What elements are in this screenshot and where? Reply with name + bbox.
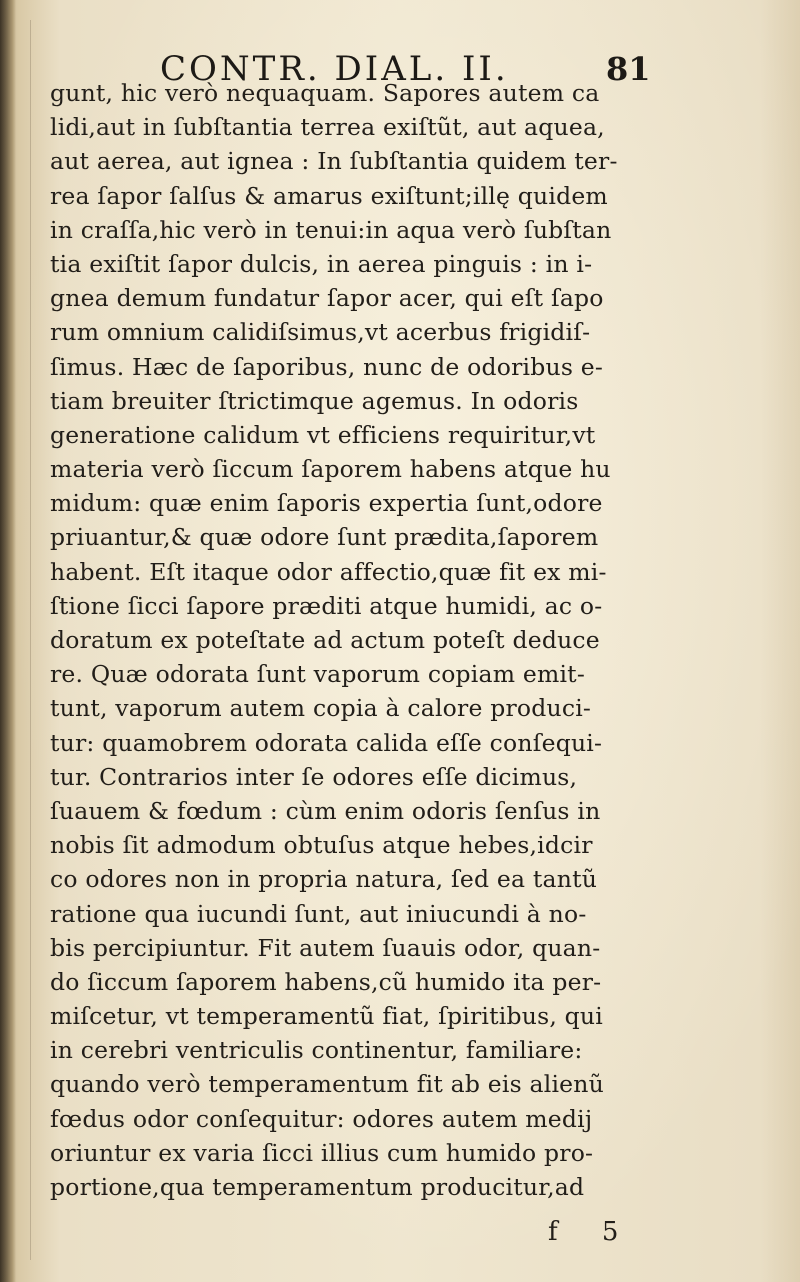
text-line: ſuauem & fœdum : cùm enim odoris ſenſus in [50,796,601,825]
text-line: portione,qua temperamentum producitur,ad [50,1173,585,1201]
text-line: re. Quæ odorata ſunt vaporum copiam emit- [50,660,585,689]
text-line: in craſſa,hic verò in tenui:in aqua verò ſubſtan [50,215,612,244]
text-line: materia verò ſiccum ſaporem habens atque hu [50,455,611,484]
text-line: rum omnium calidiſsimus,vt acerbus frigidiſ- [50,318,591,347]
text-line: bis percipiuntur. Fit autem ſuauis odor, quan- [50,933,601,962]
text-line: gunt, hic verò nequaquam. Sapores autem ca [50,79,600,107]
text-line: miſcetur, vt temperamentũ fiat, ſpiritibus, qui [50,1002,603,1031]
text-line: do ſiccum ſaporem habens,cũ humido ita per- [50,967,602,996]
text-line: midum: quæ enim ſaporis expertia ſunt,odore [50,489,603,518]
text-line: tur: quamobrem odorata calida eſſe conſequi- [50,728,603,757]
text-line: priuantur,& quæ odore ſunt prædita,ſaporem [50,523,599,552]
text-line: doratum ex poteſtate ad actum poteſt deduce [50,626,600,654]
text-line: in cerebri ventriculis continentur, familiare: [50,1036,583,1065]
page-number: 81 [606,50,651,88]
text-line: fœdus odor conſequitur: odores autem medij [50,1104,593,1133]
text-line: tia exiſtit ſapor dulcis, in aerea pinguis : in i- [50,249,593,278]
text-line: tur. Contrarios inter ſe odores eſſe dicimus, [50,762,578,791]
margin-rule [30,20,31,1260]
text-line: gnea demum fundatur ſapor acer, qui eſt ſapo [50,284,604,313]
text-line: ſtione ſicci ſapore præditi atque humidi, ac o- [50,591,603,620]
text-line: co odores non in propria natura, ſed ea tantũ [50,865,598,894]
text-line: tiam breuiter ſtrictimque agemus. In odoris [50,386,579,415]
page-footer [0,1212,800,1252]
signature-mark: f 5 [548,1217,637,1247]
text-line: ſimus. Hæc de ſaporibus, nunc de odoribus e- [50,352,603,381]
text-line: lidi,aut in ſubſtantia terrea exiſtũt, aut aquea, [50,113,605,142]
text-line: generatione calidum vt efficiens requiritur,vt [50,420,596,449]
page-gutter-shadow [0,0,16,1282]
text-line: rea ſapor ſalſus & amarus exiſtunt;illę quidem [50,181,608,210]
text-line: tunt, vaporum autem copia à calore produci- [50,694,592,723]
text-line: habent. Eſt itaque odor affectio,quæ fit ex mi- [50,557,607,586]
body-text [50,76,660,1204]
text-line: aut aerea, aut ignea : In ſubſtantia quidem ter- [50,147,618,176]
text-line: ratione qua iucundi ſunt, aut iniucundi à no- [50,899,587,928]
running-title: CONTR. DIAL. II. [160,49,509,89]
text-line: nobis ſit admodum obtuſus atque hebes,idcir [50,831,593,860]
text-line: quando verò temperamentum fit ab eis alienũ [50,1070,604,1099]
text-line: oriuntur ex varia ſicci illius cum humido pro- [50,1138,594,1167]
